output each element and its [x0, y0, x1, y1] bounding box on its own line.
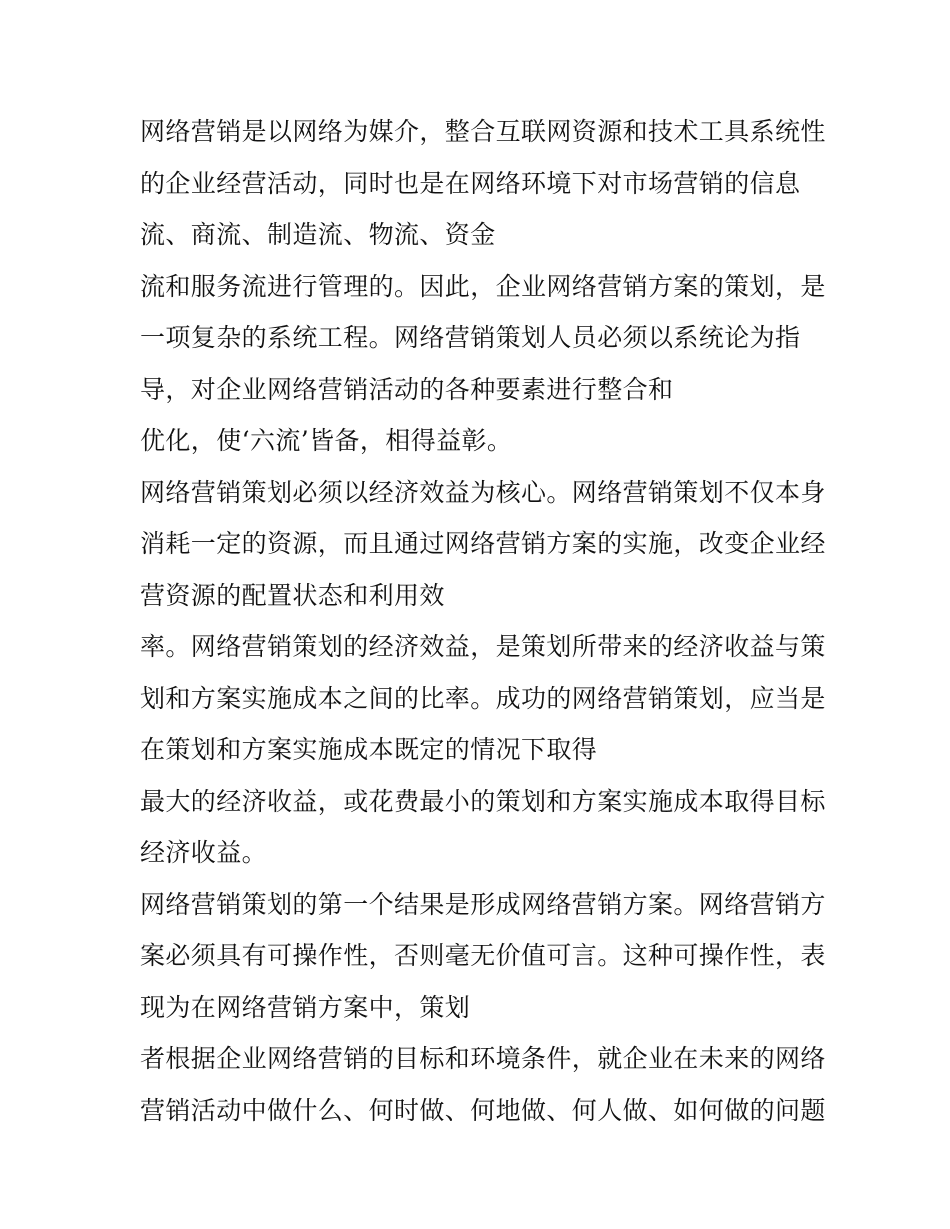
text-line: 网络营销策划必须以经济效益为核心。网络营销策划不仅本身	[140, 477, 826, 507]
text-line: 营资源的配置状态和利用效	[140, 580, 445, 610]
text-line: 流和服务流进行管理的。因此，企业网络营销方案的策划，是	[140, 271, 826, 301]
text-line: 现为在网络营销方案中，策划	[140, 992, 471, 1022]
text-line: 消耗一定的资源，而且通过网络营销方案的实施，改变企业经	[140, 529, 826, 558]
text-line: 流、商流、制造流、物流、资金	[140, 220, 496, 249]
text-line: 网络营销策划的第一个结果是形成网络营销方案。网络营销方	[140, 889, 826, 919]
text-line: 导，对企业网络营销活动的各种要素进行整合和	[140, 374, 674, 404]
text-line: 优化，使‘六流’皆备，相得益彰。	[140, 426, 513, 455]
text-line: 者根据企业网络营销的目标和环境条件，就企业在未来的网络	[140, 1044, 826, 1073]
text-line: 网络营销是以网络为媒介，整合互联网资源和技术工具系统性	[140, 117, 826, 146]
text-line: 经济收益。	[140, 838, 268, 867]
text-line: 一项复杂的系统工程。网络营销策划人员必须以系统论为指	[140, 323, 801, 352]
document-body	[140, 106, 826, 1136]
text-line: 最大的经济收益，或花费最小的策划和方案实施成本取得目标	[140, 786, 826, 816]
text-line: 在策划和方案实施成本既定的情况下取得	[140, 735, 598, 764]
text-line: 案必须具有可操作性，否则毫无价值可言。这种可操作性，表	[140, 941, 826, 970]
text-line: 划和方案实施成本之间的比率。成功的网络营销策划，应当是	[140, 683, 826, 713]
text-line: 的企业经营活动，同时也是在网络环境下对市场营销的信息	[140, 168, 801, 198]
text-line: 率。网络营销策划的经济效益，是策划所带来的经济收益与策	[140, 632, 826, 661]
text-line: 营销活动中做什么、何时做、何地做、何人做、如何做的问题	[140, 1095, 826, 1125]
